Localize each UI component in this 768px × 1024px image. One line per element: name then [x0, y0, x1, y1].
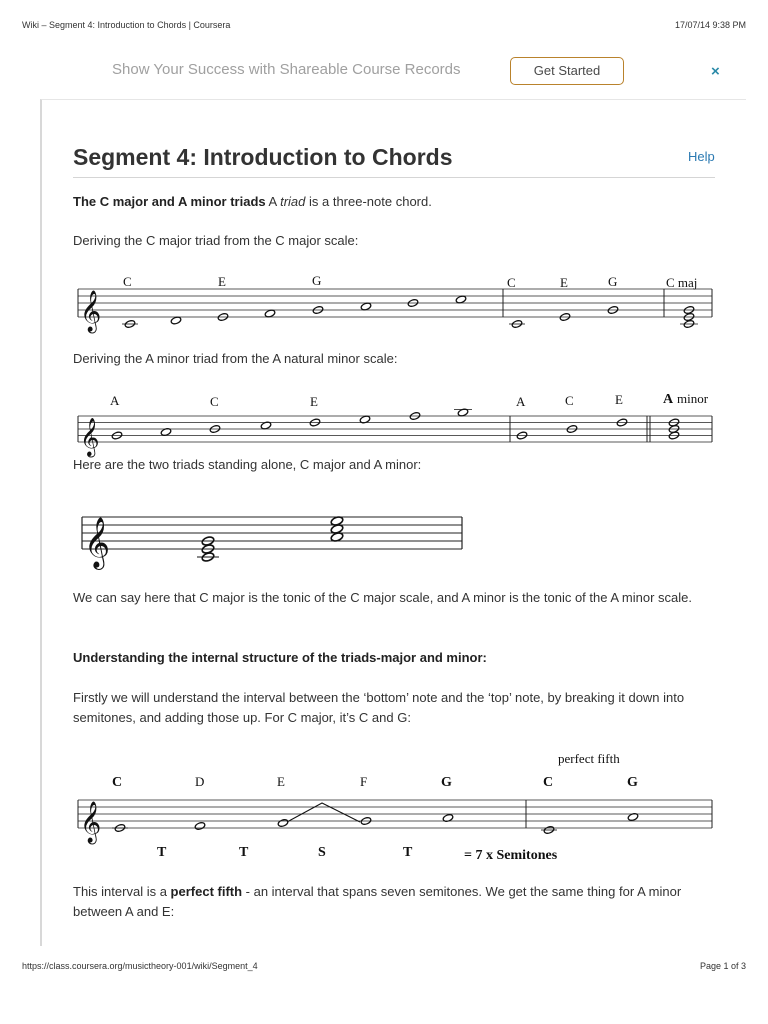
scale-label-e: E [310, 394, 318, 409]
triad-label-g: G [608, 274, 618, 289]
chord-label-c-maj: C maj [666, 275, 698, 290]
banner-text: Show Your Success with Shareable Course Records [112, 61, 461, 78]
print-footer-url: https://class.coursera.org/musictheory-001/wiki/Segment_4 [22, 961, 258, 971]
note-label-e: E [277, 774, 285, 789]
print-footer [22, 961, 746, 971]
intro-heading: The C major and A minor triads [73, 194, 266, 209]
a-minor-derivation-score [0, 390, 768, 456]
two-triads-text: Here are the two triads standing alone, C major and A minor: [73, 457, 422, 472]
staff-lines [78, 800, 712, 828]
treble-clef-icon: 𝄞 [80, 417, 100, 456]
perfect-fifth-annotation: perfect fifth [558, 751, 620, 766]
close-icon[interactable]: × [711, 63, 720, 80]
scale-label-g: G [312, 273, 322, 288]
fifth-text-post: - an interval that spans seven semitones. We get the same thing for A minor between A and E: [73, 884, 682, 919]
triad-notes [197, 516, 344, 563]
perfect-fifth-score [0, 746, 768, 866]
note-label-d: D [195, 774, 205, 789]
structure-heading [73, 648, 715, 668]
staff-lines [78, 289, 712, 317]
scale-notes [122, 295, 698, 329]
triad-label-a: A [516, 394, 526, 409]
print-header-title: Wiki – Segment 4: Introduction to Chords | Coursera [22, 20, 231, 30]
intro-text-em: triad [280, 194, 306, 209]
triad-label-e: E [560, 275, 568, 290]
help-link[interactable]: Help [688, 149, 715, 164]
note-label-f: F [360, 774, 368, 789]
semitone-wedge [287, 803, 360, 822]
print-footer-page: Page 1 of 3 [699, 961, 746, 971]
intro-text-post: is a three-note chord. [305, 194, 432, 209]
title-divider [73, 177, 715, 178]
scale-label-c: C [123, 274, 132, 289]
staff-lines [82, 517, 462, 549]
interval-notes [112, 812, 639, 834]
deriving-c-text: Deriving the C major triad from the C major scale: [73, 233, 359, 248]
fifth-text-pre: This interval is a [73, 884, 171, 899]
note-e [277, 818, 288, 827]
interval-label-c: C [543, 775, 554, 790]
staff-lines [78, 416, 712, 442]
structure-heading-text: Understanding the internal structure of the triads-major and minor: [73, 650, 487, 665]
triad-label-c: C [507, 275, 516, 290]
print-header-datetime: 17/07/14 9:38 PM [674, 20, 746, 30]
step-label-1: T [157, 845, 167, 860]
page-title: Segment 4: Introduction to Chords [73, 144, 453, 170]
deriving-a-text: Deriving the A minor triad from the A natural minor scale: [73, 351, 398, 366]
tonic-text: We can say here that C major is the tonic of the C major scale, and A minor is the tonic of the A minor scale. [73, 590, 693, 605]
treble-clef-icon: 𝄞 [84, 517, 111, 568]
print-header [22, 20, 746, 30]
interval-label-g: G [627, 775, 638, 790]
note-label-c: C [112, 775, 123, 790]
treble-clef-icon: 𝄞 [80, 291, 102, 332]
note-label-g: G [441, 775, 452, 790]
step-label-4: T [403, 845, 413, 860]
triad-label-e: E [615, 392, 623, 407]
c-major-derivation-score [0, 270, 768, 340]
chord-label-a: A [663, 392, 674, 407]
total-semitones-label: = 7 x Semitones [464, 848, 558, 863]
scale-label-a: A [110, 393, 120, 408]
treble-clef-icon: 𝄞 [80, 802, 102, 843]
chord-label-minor: minor [677, 391, 709, 406]
triad-label-c: C [565, 393, 574, 408]
intro-paragraph [73, 192, 715, 212]
intro-text-pre: A [265, 194, 281, 209]
step-label-3: S [318, 845, 326, 860]
note-d [194, 821, 205, 830]
fifth-text-bold: perfect fifth [170, 884, 243, 899]
perfect-fifth-text [73, 882, 715, 922]
scale-label-c: C [210, 394, 219, 409]
two-triads-score [0, 495, 768, 575]
get-started-button[interactable]: Get Started [510, 57, 624, 85]
promo-banner [0, 57, 768, 85]
interval-text: Firstly we will understand the interval between the ‘bottom’ note and the ‘top’ note, by breaking it down into semitones, and adding those up. For C major, it’s C and G: [73, 690, 685, 725]
step-label-2: T [239, 845, 249, 860]
scale-label-e: E [218, 274, 226, 289]
